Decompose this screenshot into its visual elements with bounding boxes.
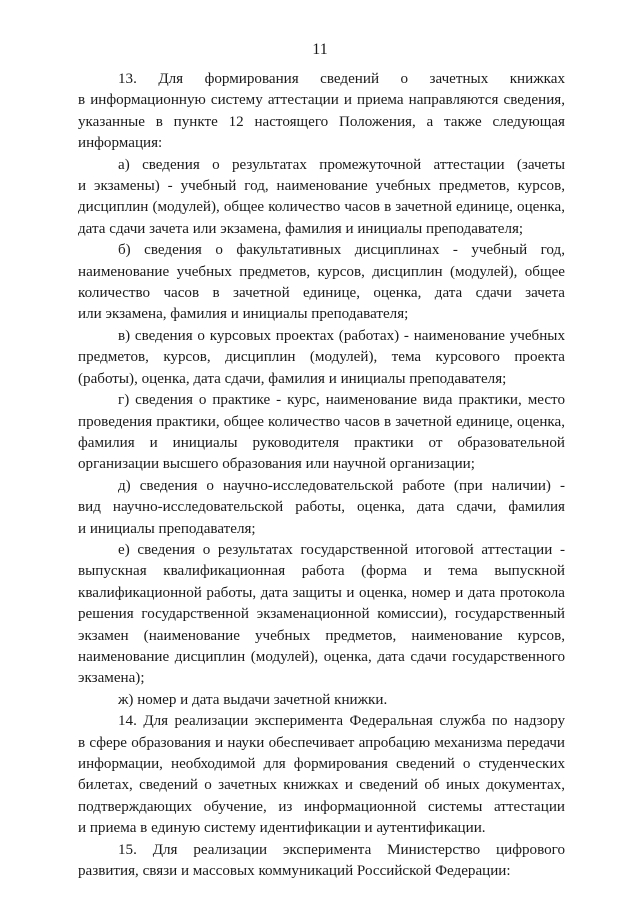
text-line: решения государственной экзаменационной комиссии), государственный	[78, 606, 565, 623]
text-line: информации, необходимой для формирования сведений о студенческих	[78, 756, 565, 772]
text-line: наименование учебных предметов, курсов, дисциплин (модулей), общее	[78, 263, 565, 280]
text-line: 13. Для формирования сведений о зачетных книжках	[118, 71, 565, 87]
text-line: в) сведения о курсовых проектах (работах) - наименование учебных	[118, 327, 565, 344]
text-line: квалификационной работы, дата защиты и оценка, номер и дата протокола	[78, 584, 565, 601]
text-line: и приема в единую систему идентификации и аутентификации.	[78, 820, 486, 837]
text-line: или экзамена, фамилия и инициалы преподавателя;	[78, 306, 409, 323]
text-line: выпускная квалификационная работа (форма и тема выпускной	[78, 563, 565, 580]
paragraph-p13e	[78, 540, 565, 690]
text-line: подтверждающих обучение, из информационной системы аттестации	[78, 798, 565, 815]
paragraph-p13b	[78, 240, 565, 326]
paragraph-p13v	[78, 326, 565, 390]
text-line: и инициалы преподавателя;	[78, 520, 256, 537]
text-line: 15. Для реализации эксперимента Министерство цифрового	[118, 841, 565, 858]
text-line: предметов, курсов, дисциплин (модулей), тема курсового проекта	[78, 349, 565, 366]
paragraph-p13d	[78, 476, 565, 540]
paragraph-p13g	[78, 390, 565, 476]
paragraph-p14	[78, 711, 565, 839]
text-line: фамилия и инициалы руководителя практики от образовательной	[78, 434, 565, 451]
text-line: в информационную систему аттестации и приема направляются сведения,	[78, 92, 565, 109]
text-line: (работы), оценка, дата сдачи, фамилия и инициалы преподавателя;	[78, 370, 507, 387]
text-line: г) сведения о практике - курс, наименование вида практики, место	[118, 392, 565, 409]
text-line: наименование дисциплин (модулей), оценка, дата сдачи государственного	[78, 648, 565, 665]
text-line: количество часов в зачетной единице, оценка, дата сдачи зачета	[78, 285, 565, 302]
text-line: указанные в пункте 12 настоящего Положения, а также следующая	[78, 113, 565, 130]
paragraph-p13	[78, 69, 565, 155]
text-line: дисциплин (модулей), общее количество часов в зачетной единице, оценка,	[78, 199, 565, 216]
text-line: организации высшего образования или научной организации;	[78, 456, 475, 473]
text-line: ж) номер и дата выдачи зачетной книжки.	[118, 691, 388, 708]
text-line: билетах, сведений о зачетных книжках и сведений об иных документах,	[78, 777, 565, 794]
text-line: е) сведения о результатах государственной итоговой аттестации -	[118, 541, 565, 558]
page-number: 11	[312, 41, 328, 58]
paragraph-p15	[78, 840, 565, 883]
paragraph-p13zh	[78, 690, 565, 711]
text-line: и экзамены) - учебный год, наименование учебных предметов, курсов,	[78, 178, 565, 195]
text-line: информация:	[78, 135, 163, 152]
text-line: проведения практики, общее количество часов в зачетной единице, оценка,	[78, 413, 565, 430]
text-line: развития, связи и массовых коммуникаций Российской Федерации:	[78, 863, 511, 880]
paragraph-p13a	[78, 155, 565, 241]
text-line: дата сдачи зачета или экзамена, фамилия и инициалы преподавателя;	[78, 220, 524, 237]
text-line: в сфере образования и науки обеспечивает апробацию механизма передачи	[78, 734, 565, 751]
text-line: экзамена);	[78, 670, 145, 687]
text-line: экзамен (наименование учебных предметов, наименование курсов,	[78, 627, 565, 644]
text-line: вид научно-исследовательской работы, оценка, дата сдачи, фамилия	[78, 499, 565, 516]
text-line: 14. Для реализации эксперимента Федеральная служба по надзору	[118, 713, 565, 730]
text-line: д) сведения о научно-исследовательской работе (при наличии) -	[118, 477, 565, 494]
text-line: б) сведения о факультативных дисциплинах - учебный год,	[118, 242, 565, 259]
document-body	[78, 69, 565, 882]
text-line: а) сведения о результатах промежуточной аттестации (зачеты	[118, 156, 565, 173]
